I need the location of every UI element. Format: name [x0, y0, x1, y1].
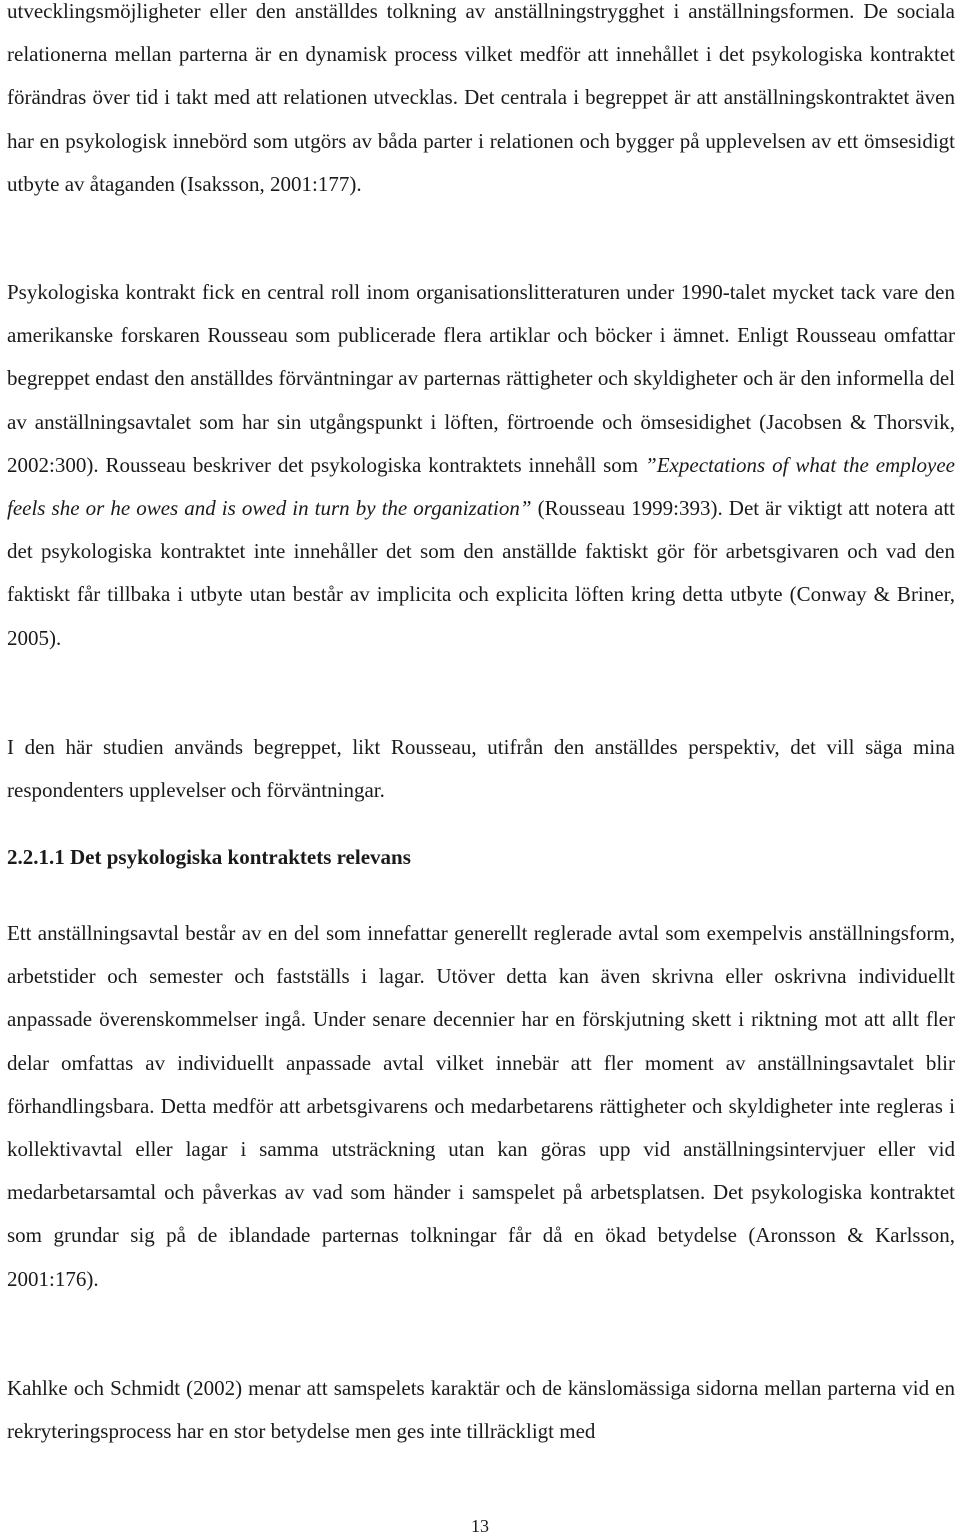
paragraph-rousseau: [7, 271, 955, 660]
paragraph-kahlke-schmidt: [7, 1367, 955, 1453]
paragraph-psychological-contract-intro: [7, 0, 955, 206]
paragraph-employment-agreement: [7, 912, 955, 1301]
page-number: 13: [471, 1516, 489, 1536]
paragraph-text: I den här studien används begreppet, likt Rousseau, utifrån den anställdes perspektiv, det vill säga mina respondenters upplevelser och förväntningar.: [7, 735, 955, 803]
quotation: ”Expectations of what the employee feels she or he owes and is owed in turn by the organization”: [7, 452, 955, 521]
section-heading: 2.2.1.1 Det psykologiska kontraktets relevans: [7, 845, 411, 869]
paragraph-text: Psykologiska kontrakt fick en central roll inom organisationslitteraturen under 1990-talet mycket tack vare den amerikanske forskaren Rousseau som publicerade flera artiklar och böcker i ämnet. Enligt Rousseau omfattar begreppet endast den anställdes förväntningar av parternas rättigheter och skyldigheter och är den informella del av anställningsavtalet som har sin utgångspunkt i löften, förtroende och ömsesidighet (Jacobsen & Thorsvik, 2002:300). Rousseau beskriver det psykologiska kontraktets innehåll som: [7, 280, 955, 477]
paragraph-text: Ett anställningsavtal består av en del som innefattar generellt reglerade avtal som exempelvis anställningsform, arbetstider och semester och fastställs i lagar. Utöver detta kan även skrivna eller oskrivna individuellt anpassade överenskommelser ingå. Under senare decennier har en förskjutning skett i riktning mot att allt fler delar omfattas av individuellt anpassade avtal vilket innebär att fler moment av anställningsavtalet blir förhandlingsbara. Detta medför att arbetsgivarens och medarbetarens rättigheter och skyldigheter inte regleras i kollektivavtal eller lagar i samma utsträckning utan kan göras upp vid anställningsintervjuer eller vid medarbetarsamtal och påverkas av vad som händer i samspelet på arbetsplatsen. Det psykologiska kontraktet som grundar sig på de iblandade parternas tolkningar får då en ökad betydelse (Aronsson & Karlsson, 2001:176).: [7, 921, 955, 1291]
paragraph-text: (Rousseau 1999:393). Det är viktigt att notera att det psykologiska kontraktet inte innehåller det som den anställde faktiskt gör för arbetsgivaren och vad den faktiskt får tillbaka i utbyte utan består av implicita och explicita löften kring detta utbyte (Conway & Briner, 2005).: [7, 496, 955, 650]
paragraph-study-perspective: [7, 726, 955, 812]
paragraph-text: Kahlke och Schmidt (2002) menar att samspelets karaktär och de känslomässiga sidorna mellan parterna vid en rekryteringsprocess har en stor betydelse men ges inte tillräckligt med: [7, 1376, 955, 1444]
paragraph-text: utvecklingsmöjligheter eller den anställdes tolkning av anställningstrygghet i anställningsformen. De sociala relationerna mellan parterna är en dynamisk process vilket medför att innehållet i det psykologiska kontraktet förändras över tid i takt med att relationen utvecklas. Det centrala i begreppet är att anställningskontraktet även har en psykologisk innebörd som utgörs av båda parter i relationen och bygger på upplevelsen av ett ömsesidigt utbyte av åtaganden (Isaksson, 2001:177).: [7, 0, 955, 196]
